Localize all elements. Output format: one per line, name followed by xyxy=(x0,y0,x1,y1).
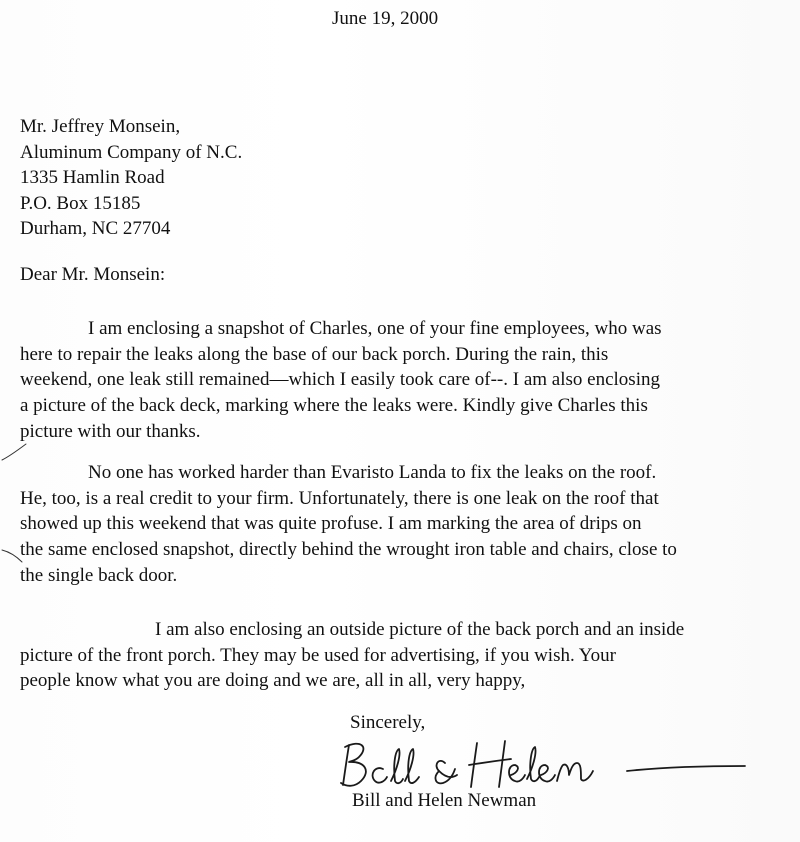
paragraph-line: He, too, is a real credit to your firm. Unfortunately, there is one leak on the roof that xyxy=(20,487,659,509)
paragraph-line: here to repair the leaks along the base of our back porch. During the rain, this xyxy=(20,343,609,365)
recipient-company: Aluminum Company of N.C. xyxy=(20,141,243,163)
recipient-city-state-zip: Durham, NC 27704 xyxy=(20,218,171,239)
margin-pen-marks xyxy=(0,430,30,580)
paragraph-line: picture of the front porch. They may be used for advertising, if you wish. Your xyxy=(20,644,616,666)
paragraph-line: the single back door. xyxy=(20,564,178,586)
paragraph-line: people know what you are doing and we are, all in all, very happy, xyxy=(20,670,526,692)
paragraph-line: weekend, one leak still remained—which I easily took care of--. I am also enclosing xyxy=(20,369,660,391)
body-paragraph-3 xyxy=(20,617,780,694)
recipient-address xyxy=(20,114,242,242)
handwritten-signature xyxy=(335,735,755,795)
margin-tick-upper xyxy=(2,444,26,460)
body-paragraph-1 xyxy=(20,316,780,445)
recipient-street: 1335 Hamlin Road xyxy=(20,167,165,188)
paragraph-line: picture with our thanks. xyxy=(20,420,201,442)
paragraph-line: a picture of the back deck, marking where the leaks were. Kindly give Charles this xyxy=(20,395,648,417)
salutation: Dear Mr. Monsein: xyxy=(20,264,166,285)
body-paragraph-2 xyxy=(20,460,780,589)
margin-tick-lower xyxy=(2,550,22,562)
paragraph-line: the same enclosed snapshot, directly behind the wrought iron table and chairs, close to xyxy=(20,539,677,561)
signer-name: Bill and Helen Newman xyxy=(352,790,537,811)
letter-date: June 19, 2000 xyxy=(332,8,439,29)
recipient-po-box: P.O. Box 15185 xyxy=(20,192,141,214)
recipient-name: Mr. Jeffrey Monsein, xyxy=(20,116,181,137)
paragraph-line: I am also enclosing an outside picture of the back porch and an inside xyxy=(155,619,685,640)
closing: Sincerely, xyxy=(350,712,426,733)
paragraph-line: showed up this weekend that was quite profuse. I am marking the area of drips on xyxy=(20,513,642,535)
paragraph-line: I am enclosing a snapshot of Charles, one of your fine employees, who was xyxy=(88,318,662,339)
paragraph-line: No one has worked harder than Evaristo Landa to fix the leaks on the roof. xyxy=(88,462,657,483)
signature-scribble xyxy=(335,735,755,795)
